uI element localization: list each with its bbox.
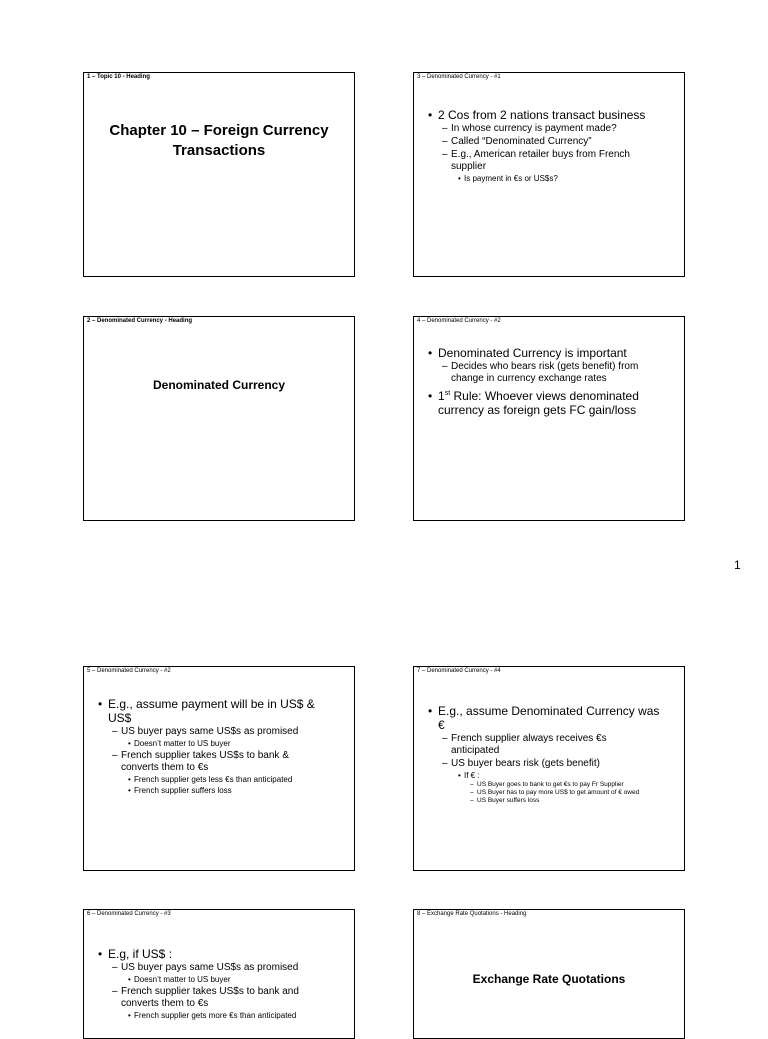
bullet-list (414, 106, 684, 184)
sub-sub-bullet: • French supplier gets more €s than anticipated (84, 1011, 354, 1021)
slide-7 (413, 666, 685, 871)
level4-bullet: – US Buyer goes to bank to get €s to pay Fr Supplier (414, 781, 684, 789)
sub-bullet: – French supplier always receives €s anticipated (414, 733, 684, 757)
bullet-list (84, 695, 354, 796)
slide-3 (413, 72, 685, 277)
sub-bullet: – French supplier takes US$s to bank & converts them to €s (84, 750, 354, 774)
rule-text: Rule: Whoever views denominated currency as foreign gets FC gain/loss (438, 389, 639, 417)
slide-header: 4 – Denominated Currency - #2 (417, 318, 501, 324)
sub-sub-bullet: • Doesn’t matter to US buyer (84, 975, 354, 985)
slide-5 (83, 666, 355, 871)
slide-2 (83, 316, 355, 521)
bullet-list (414, 702, 684, 805)
bullet (414, 389, 684, 417)
slide-6 (83, 909, 355, 1039)
slide-header: 2 – Denominated Currency - Heading (87, 318, 193, 324)
sub-bullet: – E.g., American retailer buys from French supplier (414, 149, 684, 173)
page-number: 1 (734, 558, 741, 572)
slide-header: 6 – Denominated Currency - #3 (87, 911, 171, 917)
bullet-list (84, 945, 354, 1021)
slide-title: Denominated Currency (152, 378, 286, 392)
bullet: • E.g., assume Denominated Currency was € (414, 704, 684, 732)
slide-header: 7 – Denominated Currency - #4 (417, 668, 501, 674)
slide-8 (413, 909, 685, 1039)
bullet: • E.g., assume payment will be in US$ & US$ (84, 697, 354, 725)
sub-sub-bullet: • Is payment in €s or US$s? (414, 174, 684, 184)
slide-title: Exchange Rate Quotations (472, 972, 626, 986)
slide-title-line: Transactions (172, 142, 266, 159)
sub-bullet: – US buyer pays same US$s as promised (84, 726, 354, 738)
level4-bullet: – US Buyer has to pay more US$ to get amount of € owed (414, 789, 684, 797)
sub-bullet: – US buyer bears risk (gets benefit) (414, 758, 684, 770)
sub-sub-bullet: • If € : (414, 771, 684, 781)
slide-header: 3 – Denominated Currency - #1 (417, 74, 501, 80)
sub-sub-bullet: • French supplier suffers loss (84, 786, 354, 796)
slide-4 (413, 316, 685, 521)
sub-bullet: – US buyer pays same US$s as promised (84, 962, 354, 974)
slide-title-line: Chapter 10 – Foreign Currency (109, 122, 329, 139)
bullet: • Denominated Currency is important (414, 346, 684, 360)
slide-header: 1 – Topic 10 - Heading (87, 74, 150, 80)
sub-bullet: – Decides who bears risk (gets benefit) from change in currency exchange rates (414, 361, 684, 385)
slide-title (84, 121, 354, 161)
rule-ordinal: st (444, 390, 451, 397)
sub-sub-bullet: • French supplier gets less €s than anticipated (84, 775, 354, 785)
slide-header: 5 – Denominated Currency - #2 (87, 668, 171, 674)
sub-bullet: – In whose currency is payment made? (414, 123, 684, 135)
sub-bullet: – French supplier takes US$s to bank and converts them to €s (84, 986, 354, 1010)
sub-sub-bullet: • Doesn’t matter to US buyer (84, 739, 354, 749)
sub-bullet: – Called “Denominated Currency” (414, 136, 684, 148)
bullet: • E.g, if US$ : (84, 947, 354, 961)
slide-header: 8 – Exchange Rate Quotations - Heading (417, 911, 527, 917)
rule-number: 1 (438, 389, 445, 403)
bullet: • 2 Cos from 2 nations transact business (414, 108, 684, 122)
level4-bullet: – US Buyer suffers loss (414, 797, 684, 805)
slide-1 (83, 72, 355, 277)
bullet-list (414, 344, 684, 417)
